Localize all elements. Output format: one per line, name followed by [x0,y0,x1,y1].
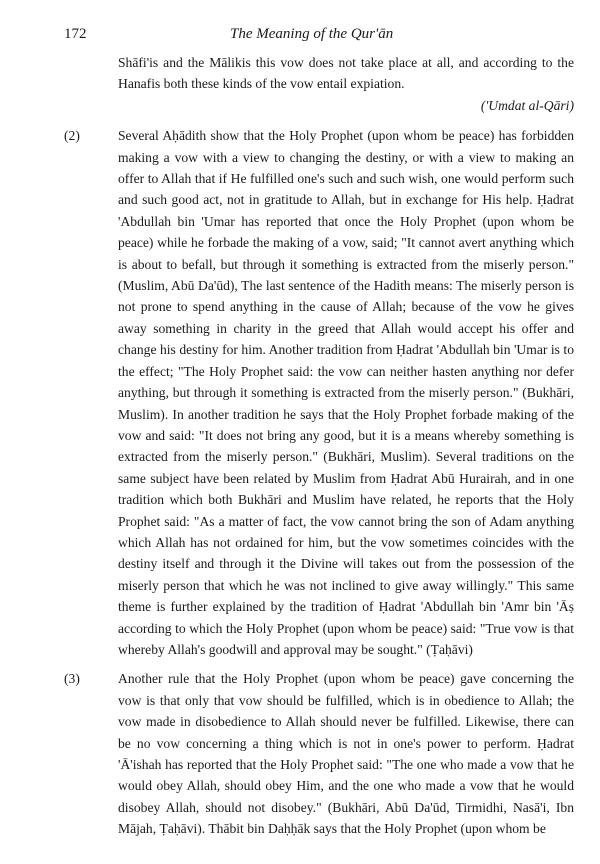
paragraph-text: Several Aḥādith show that the Holy Prophet (upon whom be peace) has forbidden making a vow with a view to changing the destiny, or with a view to making an offer to Allah that if He fulfilled one's such and such wish, one would perform such and such good act, not in gratitude to Allah, but in exchange for His help. Ḥadrat 'Abdullah bin 'Umar has reported that once the Holy Prophet (upon whom be peace) while he forbade the making of a vow, said; "It cannot avert anything which is about to befall, but through it something is extracted from the miserly person." (Muslim, Abū Da'ūd), The last sentence of the Hadith means: The miserly person is not prone to spend anything in the cause of Allah; because of the vow he gives away something in charity in the greed that Allah would accept his offer and change his destiny for him. Another tradition from Ḥadrat 'Abdullah bin 'Umar is to the effect; "The Holy Prophet said: the vow can neither hasten anything nor defer anything, but through it something is extracted from the miserly person." (Bukhāri, Muslim). In another tradition he says that the Holy Prophet forbade making of the vow and said: "It does not bring any good, but it is a means whereby something is extracted from the miserly person." (Bukhāri, Muslim). Several traditions on the same subject have been related by Muslim from Ḥadrat Abū Hurairah, and in one tradition which both Bukhāri and Muslim have related, he reports that the Holy Prophet said: "As a matter of fact, the vow cannot bring the son of Adam anything which Allah has not ordained for him, but the vow sometimes coincides with the destiny itself and through it the Divine will takes out from the possession of the miserly person that which he was not inclined to give away willingly." This same theme is further explained by the tradition of Ḥadrat 'Abdullah bin 'Amr bin 'Āṣ according to which the Holy Prophet (upon whom be peace) said: "True vow is that whereby Allah's goodwill and approval may be sought." (Ṭaḥāvi) [118,128,574,657]
numbered-paragraph-2 [64,125,574,660]
running-title: The Meaning of the Qur'ān [230,26,394,42]
paragraph-number: (3) [64,671,80,687]
paragraph-text: Another rule that the Holy Prophet (upon whom be peace) gave concerning the vow is that only that vow should be fulfilled, which is in obedience to Allah; the vow made in disobedience to Allah should never be fulfilled. Likewise, there can be no vow concerning a thing which is not in one's power to perform. Ḥadrat 'Ā'ishah has reported that the Holy Prophet said: "The one who made a vow that he would obey Allah, should obey Him, and the one who made a vow that he would disobey Allah, should not disobey." (Bukhāri, Abū Da'ūd, Tirmidhi, Nasā'i, Ibn Mājah, Ṭaḥāvi). Thābit bin Daḥḥāk says that the Holy Prophet (upon whom be [118,671,574,837]
page-number: 172 [64,26,87,42]
page-header [64,26,564,46]
body-text [64,52,574,848]
paragraph-number: (2) [64,128,80,144]
numbered-paragraph-3 [64,668,574,839]
continuation-paragraph: Shāfi'is and the Mālikis this vow does not take place at all, and according to the Hanafis both these kinds of the vow entail expiation. [118,55,574,92]
source-citation: ('Umdat al-Qāri) [480,97,574,113]
